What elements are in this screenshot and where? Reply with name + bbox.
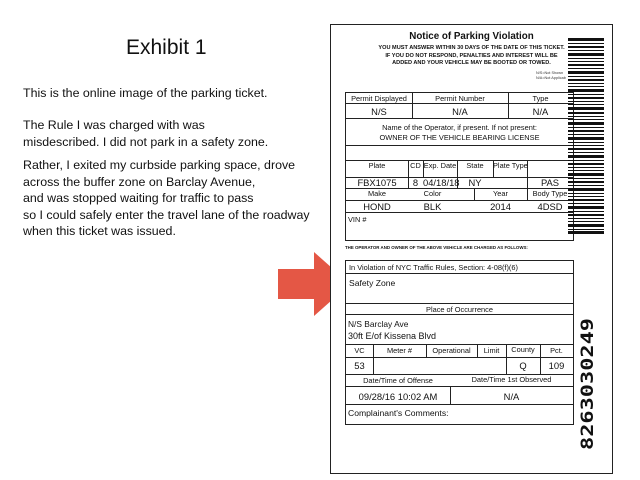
exp-date-value: 04/18/18 (423, 177, 460, 188)
vc-label: VC (354, 346, 365, 355)
state-label: State (466, 161, 484, 170)
pct-value: 109 (548, 360, 565, 371)
paragraph-3-line-3: and was stopped waiting for traffic to pass (23, 191, 254, 205)
date-time-offense-value: 09/28/16 10:02 AM (358, 391, 438, 402)
date-time-observed-label: Date/Time 1st Observed (471, 375, 552, 384)
violation-block (345, 260, 574, 425)
permit-number-label: Permit Number (435, 94, 485, 103)
ticket-legend-1: N/S=Not Shown (536, 71, 564, 75)
paragraph-3-line-4: so I could safely enter the travel lane of the roadway (23, 207, 310, 222)
paragraph-2-line-2: misdescribed. I did not park in a safety zone. (23, 134, 269, 149)
ticket-warning-2: IF YOU DO NOT RESPOND, PENALTIES AND INTEREST WILL BE (385, 52, 558, 59)
county-label: County (511, 345, 535, 354)
vehicle-info-block (345, 92, 574, 241)
color-label: Color (423, 189, 442, 198)
place-line-2: 30ft E/of Kissena Blvd (348, 331, 437, 341)
plate-label: Plate (368, 161, 386, 170)
meter-label: Meter # (386, 346, 413, 355)
violation-section-label: In Violation of NYC Traffic Rules, Section: 4-08(f)(6) (349, 262, 518, 272)
exhibit-title: Exhibit 1 (126, 36, 207, 59)
permit-number-value: N/A (452, 106, 468, 117)
operational-label: Operational (432, 346, 471, 355)
exhibit-paragraph-2 (23, 117, 268, 150)
year-label: Year (493, 189, 508, 198)
charged-statement: THE OPERATOR AND OWNER OF THE ABOVE VEHICLE ARE CHARGED AS FOLLOWS: (345, 245, 528, 250)
plate-type-value: PAS (540, 177, 560, 188)
cd-value: 8 (412, 177, 419, 188)
barcode-number-text: 8263030249 (578, 347, 598, 450)
vin-label: VIN # (348, 215, 367, 224)
body-type-label: Body Type (532, 189, 568, 198)
limit-label: Limit (483, 346, 500, 355)
make-label: Make (367, 189, 387, 198)
plate-type-label: Plate Type (493, 161, 528, 170)
body-type-value: 4DSD (537, 201, 563, 212)
place-line-1: N/S Barclay Ave (348, 319, 409, 329)
year-value: 2014 (490, 201, 511, 212)
place-of-occurrence-label: Place of Occurrence (426, 305, 493, 314)
barcode-number (578, 316, 598, 450)
exhibit-paragraph-1: This is the online image of the parking ticket. (23, 86, 268, 100)
pct-label: Pct. (550, 346, 563, 355)
ticket-warning-1: YOU MUST ANSWER WITHIN 30 DAYS OF THE DATE OF THIS TICKET. (378, 45, 565, 51)
cd-label: CD (410, 161, 421, 170)
type-label: Type (532, 94, 549, 103)
complainant-comments-label: Complainant's Comments: (348, 408, 449, 418)
county-value: Q (519, 360, 527, 371)
permit-displayed-value: N/S (371, 106, 387, 117)
type-value: N/A (532, 106, 549, 117)
make-value: HOND (363, 201, 391, 212)
state-value: NY (468, 177, 482, 188)
paragraph-2-line-1: The Rule I was charged with was (23, 118, 205, 132)
paragraph-3-line-5: when this ticket was issued. (23, 224, 176, 238)
plate-value: FBX1075 (357, 177, 397, 188)
paragraph-3-line-1: Rather, I exited my curbside parking space, drove (23, 158, 296, 172)
exp-date-label: Exp. Date (423, 161, 457, 170)
ticket-legend-2: N/A=Not Applicab (536, 76, 566, 80)
operator-note: Name of the Operator, if present. If not present: (382, 123, 537, 132)
color-value: BLK (423, 201, 442, 212)
paragraph-3-line-2: across the buffer zone on Barclay Avenue, (23, 174, 256, 189)
ticket-warning-3: ADDED AND YOUR VEHICLE MAY BE BOOTED OR TOWED. (392, 60, 551, 66)
violation-value: Safety Zone (349, 278, 396, 288)
vc-value: 53 (354, 360, 365, 371)
permit-displayed-label: Permit Displayed (351, 94, 407, 103)
date-time-observed-value: N/A (503, 391, 520, 402)
owner-note: OWNER OF THE VEHICLE BEARING LICENSE (379, 133, 540, 142)
barcode-icon (568, 38, 604, 234)
date-time-offense-label: Date/Time of Offense (363, 376, 433, 385)
exhibit-paragraph-3 (23, 157, 310, 240)
ticket-title: Notice of Parking Violation (409, 31, 534, 42)
